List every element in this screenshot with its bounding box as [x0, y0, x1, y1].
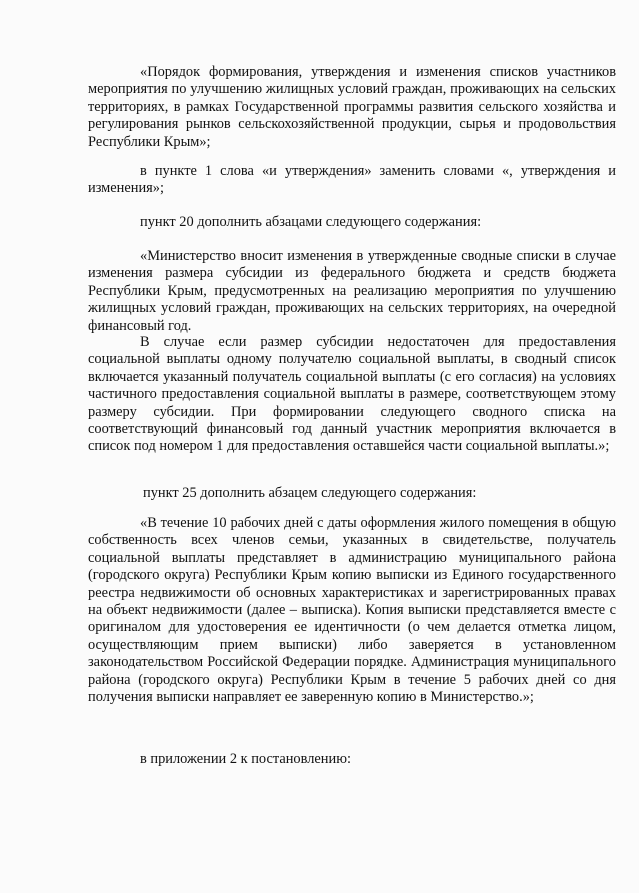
paragraph-insufficient-subsidy: В случае если размер субсидии недостаточен для предоставления социальной выплаты одному получателю социальной выплаты, в сводный список включается указанный получатель социальной выплаты (с его согласия) на условиях частичного предоставления социальной выплаты в размере, соответствующем этому размеру субсидии. При формировании следующего сводного списка на соответствующий финансовый год данный участник мероприятия включается в список под номером 1 для предоставления оставшейся части социальной выплаты.»; [88, 334, 616, 455]
paragraph-program-title: «Порядок формирования, утверждения и изменения списков участников мероприятия по улучшению жилищных условий граждан, проживающих на сельских территориях, в рамках Государственной программы развития сельского хозяйства и регулирования рынков сельскохозяйственной продукции, сырья и продовольствия Республики Крым»; [88, 64, 616, 150]
paragraph-registry-extract: «В течение 10 рабочих дней с даты оформления жилого помещения в общую собственность всех членов семьи, указанных в свидетельстве, получатель социальной выплаты представляет в администрацию муниципального района (городского округа) Республики Крым копию выписки из Единого государственного реестра недвижимости об основных характеристиках и зарегистрированных правах на объект недвижимости (далее – выписка). Копия выписки представляется вместе с оригиналом для удостоверения ее идентичности (о чем делается отметка лицом, осуществляющим прием выписки) либо заверяется в установленном законодательством Российской Федерации порядке. Администрация муниципального района (городского округа) Республики Крым в течение 5 рабочих дней со дня получения выписки направляет ее заверенную копию в Министерство.»; [88, 515, 616, 706]
paragraph-point-1-amendment: в пункте 1 слова «и утверждения» заменить словами «, утверждения и изменения»; [88, 163, 616, 197]
paragraph-appendix-2: в приложении 2 к постановлению: [140, 751, 351, 767]
paragraph-point-25-intro: пункт 25 дополнить абзацем следующего содержания: [143, 485, 477, 501]
paragraph-point-20-intro: пункт 20 дополнить абзацами следующего содержания: [140, 214, 482, 230]
paragraph-ministry-changes: «Министерство вносит изменения в утвержденные сводные списки в случае изменения размера субсидии из федерального бюджета и средств бюджета Республики Крым, предусмотренных на реализацию мероприятия по улучшению жилищных условий граждан, проживающих на сельских территориях, на очередной финансовый год. [88, 248, 616, 334]
